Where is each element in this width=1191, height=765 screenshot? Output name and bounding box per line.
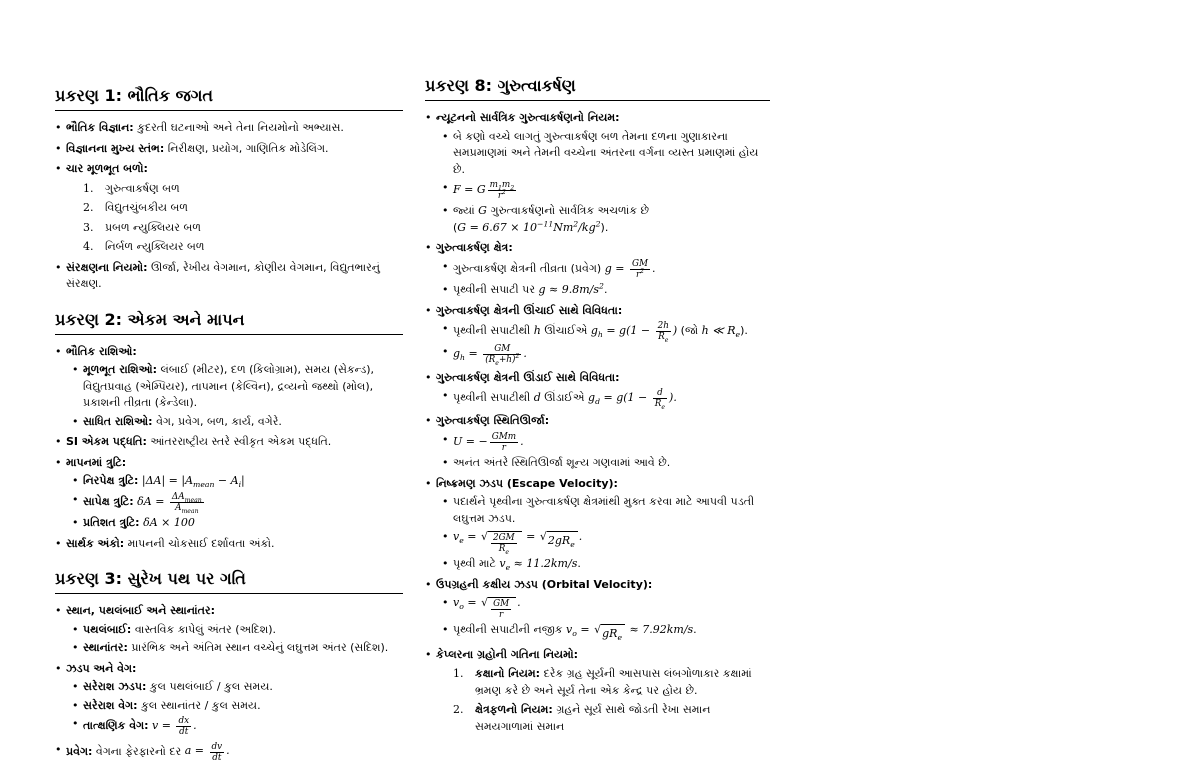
list-item: [55, 141, 403, 158]
item-text: પૃથ્વીની સપાટી પર: [453, 283, 539, 297]
item-label: સરેરાશ વેગ:: [83, 698, 138, 712]
item-formula: $G = 6.67 \times 10^{-11}Nm^2/kg^2$: [457, 219, 601, 234]
item-label: ગુરુત્વાકર્ષણ ક્ષેત્ર:: [436, 241, 513, 255]
list-item: [442, 432, 770, 453]
item-formula: $v_o$ = √ $gR_e$ ≈ 7.92km/s: [566, 623, 694, 643]
list-item: [72, 622, 403, 639]
list-item: [442, 388, 770, 409]
chapter-title: પ્રકરણ 3: સુરેખ પથ પર ગતિ: [55, 569, 403, 594]
item-text: કુલ પથલંબાઈ / કુલ સમય.: [149, 680, 273, 694]
item-formula: h ≪ $R_e$: [701, 323, 741, 340]
list-item: [83, 200, 403, 217]
item-label: ચાર મૂળભૂત બળો:: [66, 162, 148, 176]
list-item: [425, 240, 770, 257]
list-item: [442, 529, 770, 554]
bullet-marker: •: [442, 283, 449, 297]
right-column: [425, 76, 770, 737]
item-formula: F = G $\frac{m_1m_2}{r^2}$: [453, 180, 515, 202]
list-item: [442, 622, 770, 643]
item-label: મૂળભૂત રાશિઓ:: [83, 363, 158, 377]
bullet-marker: •: [442, 596, 449, 610]
item-text: દરેક ગ્રહ સૂર્યની આસપાસ લંબગોળાકાર કક્ષામાં ભ્રમણ કરે છે અને સૂર્ય તેના એક કેન્દ્ર પર હોય છે.: [475, 667, 752, 697]
item-formula: $v_e$ = √ $\frac{2GM}{R_e}$ = √ $2gR_e$ .: [453, 530, 583, 556]
item-formula: G: [478, 204, 487, 218]
item-text: વેગ, પ્રવેગ, બળ, કાર્ય, વગેરે.: [156, 414, 282, 428]
item-text: અનંત અંતરે સ્થિતિઊર્જા શૂન્ય ગણવામાં આવે છે.: [453, 456, 671, 469]
bullet-marker: •: [72, 641, 79, 655]
item-text: કુલ સ્થાનાંતર / કુલ સમય.: [141, 698, 261, 712]
bullet-marker: •: [55, 661, 62, 675]
item-label: કેપ્લરના ગ્રહોની ગતિના નિયમો:: [436, 647, 578, 661]
item-label: પથલંબાઈ:: [83, 622, 132, 636]
item-formula: δA = $\frac{\Delta A_{mean}}{A_{mean}}$: [137, 491, 202, 515]
list-item: [55, 455, 403, 472]
list-item: [442, 259, 770, 280]
bullet-marker: •: [55, 260, 62, 274]
list-item: [55, 661, 403, 678]
item-number: 1.: [83, 181, 94, 195]
list-item: [55, 536, 403, 553]
item-text: પૃથ્વી માટે: [453, 557, 500, 571]
bullet-marker: •: [425, 370, 432, 384]
bullet-marker: •: [442, 389, 449, 403]
bullet-marker: •: [55, 604, 62, 618]
bullet-marker: •: [72, 622, 79, 636]
item-text: પદાર્થને પૃથ્વીના ગુરુત્વાકર્ષણ ક્ષેત્રમાંથી મુક્ત કરવા માટે આપવી પડતી લઘુત્તમ ઝડપ.: [453, 495, 755, 525]
list-item: [72, 679, 403, 696]
item-label: સાપેક્ષ ત્રુટિ:: [83, 494, 134, 508]
list-item: [72, 473, 403, 490]
bullet-marker: •: [72, 492, 79, 506]
list-item: [442, 203, 770, 236]
item-label: સાધિત રાશિઓ:: [83, 414, 153, 428]
bullet-marker: •: [425, 303, 432, 317]
list-item: [442, 455, 770, 472]
list-item: [55, 434, 403, 451]
item-number: 4.: [83, 240, 94, 254]
item-text: .: [603, 283, 608, 297]
list-item: [55, 260, 403, 293]
item-text: ગુરુત્વાકર્ષણનો સાર્વત્રિક અચળાંક છે (: [453, 204, 650, 234]
list-item: [83, 239, 403, 256]
item-text: (જો: [677, 323, 702, 337]
item-label: પ્રતિશત ત્રુટિ:: [83, 516, 140, 530]
bullet-marker: •: [55, 536, 62, 550]
list-item: [55, 742, 403, 763]
list-item: [442, 344, 770, 368]
bullet-marker: •: [442, 181, 449, 195]
item-text: વાસ્તવિક કાપેલું અંતર (અદિશ).: [134, 622, 276, 636]
chapter-section: [425, 76, 770, 735]
bullet-marker: •: [425, 577, 432, 591]
item-label: નિષ્ક્રમણ ઝડપ (Escape Velocity):: [436, 476, 618, 490]
list-item: [442, 180, 770, 201]
item-number: 2.: [83, 201, 94, 215]
item-number: 1.: [453, 667, 464, 681]
list-item: [442, 556, 770, 573]
item-text: પ્રારંભિક અને અંતિમ સ્થાન વચ્ચેનું લઘુત્તમ અંતર (સદિશ).: [131, 641, 389, 655]
bullet-marker: •: [425, 414, 432, 428]
bullet-marker: •: [72, 363, 79, 377]
item-label: ગુરુત્વાકર્ષણ ક્ષેત્રની ઊંડાઈ સાથે વિવિધતા:: [436, 370, 620, 384]
item-text: બે કણો વચ્ચે લાગતું ગુરુત્વાકર્ષણ બળ તેમના દળના ગુણાકારના સમપ્રમાણમાં અને તેમની વચ્ચેના અંતરના વર્ગના વ્યસ્ત પ્રમાણમાં હોય છે.: [453, 129, 759, 176]
item-label: માપનમાં ત્રુટિ:: [66, 455, 127, 469]
item-label: ભૌતિક વિજ્ઞાન:: [66, 121, 134, 135]
bullet-marker: •: [55, 162, 62, 176]
bullet-marker: •: [72, 414, 79, 428]
bullet-marker: •: [55, 435, 62, 449]
item-label: સાર્થક અંકો:: [66, 536, 125, 550]
item-label: સ્થાન, પથલંબાઈ અને સ્થાનાંતર:: [66, 604, 215, 618]
item-formula: $g_h = g(1$ − $\frac{2h}{R_e}$ ): [590, 321, 678, 344]
item-text: જ્યાં: [453, 204, 479, 218]
bullet-marker: •: [442, 557, 449, 571]
list-item: [55, 344, 403, 361]
item-text: ).: [600, 220, 609, 234]
chapter-title: પ્રકરણ 1: ભૌતિક જગત: [55, 86, 403, 111]
item-label: ક્ષેત્રફળનો નિયમ:: [475, 703, 553, 717]
list-item: [425, 577, 770, 594]
list-item: [72, 698, 403, 715]
bullet-marker: •: [55, 344, 62, 358]
item-formula: U = − $\frac{\text{GMm}}{r}$ .: [453, 431, 524, 453]
bullet-marker: •: [55, 742, 62, 756]
item-text: ગ્રહને સૂર્ય સાથે જોડતી રેખા સમાન સમયગાળામાં સમાન: [475, 703, 711, 733]
list-item: [55, 603, 403, 620]
bullet-marker: •: [55, 121, 62, 135]
item-text: માપનની ચોકસાઈ દર્શાવતા અંકો.: [127, 536, 275, 550]
item-text: પૃથ્વીની સપાટીની નજીક: [453, 623, 567, 637]
item-number: 2.: [453, 703, 464, 717]
item-label: સ્થાનાંતર:: [83, 641, 128, 655]
item-label: ઝડપ અને વેગ:: [66, 661, 137, 675]
item-text: વેગના ફેરફારનો દર: [95, 744, 185, 758]
bullet-marker: •: [442, 322, 449, 336]
list-item: [83, 181, 403, 198]
bullet-marker: •: [72, 717, 79, 731]
list-item: [72, 362, 403, 412]
item-label: કક્ષાનો નિયમ:: [475, 667, 541, 681]
bullet-marker: •: [442, 129, 449, 143]
list-item: [55, 161, 403, 178]
item-text: .: [652, 261, 656, 275]
bullet-marker: •: [55, 141, 62, 155]
item-formula: $|\Delta A| = |A_{mean} - A_i|$: [141, 474, 245, 490]
bullet-marker: •: [442, 259, 449, 273]
item-text: .: [577, 557, 581, 571]
bullet-marker: •: [442, 495, 449, 508]
list-item: [425, 370, 770, 387]
item-text: ઊર્જા, રેખીય વેગમાન, કોણીય વેગમાન, વિદ્યુતભારનું સંરક્ષણ.: [66, 260, 380, 291]
item-formula: $g_d = g(1$ − $\frac{d}{R_e}$ ).: [588, 388, 677, 411]
item-formula: d: [533, 390, 541, 404]
item-label: ન્યૂટનનો સાર્વત્રિક ગુરુત્વાકર્ષણનો નિયમ:: [436, 111, 620, 125]
item-formula: $v_o$ = √ $\frac{GM}{r}$ .: [453, 596, 521, 621]
bullet-marker: •: [442, 345, 449, 359]
item-formula: $g_h$ = $\frac{GM}{(R_e+h)^2}$ .: [453, 344, 527, 368]
item-label: સરેરાશ ઝડપ:: [83, 680, 147, 694]
item-text: પ્રબળ ન્યુક્લિયર બળ: [105, 220, 201, 234]
list-item: [442, 282, 770, 299]
item-text: પૃથ્વીની સપાટીથી: [453, 390, 534, 404]
item-label: તાત્ક્ષણિક વેગ:: [83, 719, 149, 733]
item-label: SI એકમ પદ્ધતિ:: [66, 435, 147, 449]
item-text: નિર્બળ ન્યુક્લિયર બળ: [105, 240, 205, 254]
item-label: પ્રવેગ:: [66, 744, 93, 758]
item-formula: δA × 100: [143, 516, 195, 530]
item-text: ).: [740, 323, 748, 337]
item-text: ઊંડાઈએ: [540, 390, 589, 404]
bullet-marker: •: [425, 647, 432, 661]
bullet-marker: •: [72, 680, 79, 694]
item-number: 3.: [83, 220, 94, 234]
item-label: સંરક્ષણના નિયમો:: [66, 260, 148, 274]
bullet-marker: •: [442, 530, 449, 543]
item-text: .: [693, 623, 697, 637]
list-item: [453, 666, 770, 699]
bullet-marker: •: [72, 698, 79, 712]
left-column: [55, 86, 403, 765]
item-formula: a = $\frac{dv}{dt}$ .: [184, 741, 230, 763]
list-item: [425, 476, 770, 493]
item-text: ગુરુત્વાકર્ષણ ક્ષેત્રની તીવ્રતા (પ્રવેગ): [453, 261, 605, 275]
item-label: વિજ્ઞાનના મુખ્ય સ્તંભ:: [66, 141, 165, 155]
bullet-marker: •: [72, 516, 79, 530]
item-text: ગુરુત્વાકર્ષણ બળ: [105, 181, 180, 195]
item-label: ગુરુત્વાકર્ષણ ક્ષેત્રની ઊંચાઈ સાથે વિવિધતા:: [436, 303, 623, 317]
bullet-marker: •: [55, 455, 62, 469]
chapter-title: પ્રકરણ 2: એકમ અને માપન: [55, 310, 403, 335]
bullet-marker: •: [442, 204, 449, 218]
item-formula: $v_e \approx 11.2km/s$: [499, 557, 578, 573]
bullet-marker: •: [425, 111, 432, 125]
item-formula: h: [533, 323, 541, 337]
list-item: [425, 647, 770, 664]
item-text: લંબાઈ (મીટર), દળ (કિલોગ્રામ), સમય (સેકન્ડ), વિદ્યુતપ્રવાહ (એમ્પિયર), તાપમાન (કેલ્વિન), દ્રવ્યનો જથ્થો (મોલ), પ્રકાશની તીવ્રતા (કેન્ડેલા).: [83, 363, 375, 410]
list-item: [72, 716, 403, 737]
item-formula: $g \approx 9.8m/s^2$: [538, 281, 604, 297]
item-text: આંતરરાષ્ટ્રીય સ્તરે સ્વીકૃત એકમ પદ્ધતિ.: [150, 435, 332, 449]
list-item: [442, 321, 770, 342]
list-item: [72, 515, 403, 532]
bullet-marker: •: [72, 474, 79, 488]
list-item: [425, 413, 770, 430]
list-item: [55, 120, 403, 137]
bullet-marker: •: [442, 456, 449, 469]
item-text: ઊંચાઈએ: [540, 323, 591, 337]
bullet-marker: •: [442, 432, 449, 446]
list-item: [425, 303, 770, 320]
item-text: કુદરતી ઘટનાઓ અને તેના નિયમોનો અભ્યાસ.: [137, 121, 344, 135]
item-label: ભૌતિક રાશિઓ:: [66, 344, 137, 358]
bullet-marker: •: [425, 476, 432, 490]
list-item: [442, 494, 770, 527]
item-label: નિરપેક્ષ ત્રુટિ:: [83, 474, 139, 488]
list-item: [425, 110, 770, 127]
list-item: [453, 702, 770, 735]
item-text: વિદ્યુતચુંબકીય બળ: [105, 201, 188, 215]
chapter-section: [55, 569, 403, 763]
item-formula: g = $\frac{GM}{r^2}$: [604, 258, 649, 281]
list-item: [442, 595, 770, 620]
item-formula: v = $\frac{dx}{dt}$ .: [152, 716, 197, 738]
item-label: ઉપગ્રહની કક્ષીય ઝડપ (Orbital Velocity):: [436, 577, 653, 591]
item-text: પૃથ્વીની સપાટીથી: [453, 323, 534, 337]
chapter-section: [55, 310, 403, 552]
list-item: [72, 414, 403, 431]
list-item: [442, 129, 770, 179]
bullet-marker: •: [425, 241, 432, 255]
chapter-title: પ્રકરણ 8: ગુરુત્વાકર્ષણ: [425, 76, 770, 101]
chapter-section: [55, 86, 403, 293]
item-text: નિરીક્ષણ, પ્રયોગ, ગાણિતિક મોડેલિંગ.: [167, 141, 329, 155]
item-label: ગુરુત્વાકર્ષણ સ્થિતિઊર્જા:: [436, 414, 550, 428]
list-item: [83, 220, 403, 237]
list-item: [72, 640, 403, 657]
list-item: [72, 492, 403, 513]
bullet-marker: •: [442, 623, 449, 637]
